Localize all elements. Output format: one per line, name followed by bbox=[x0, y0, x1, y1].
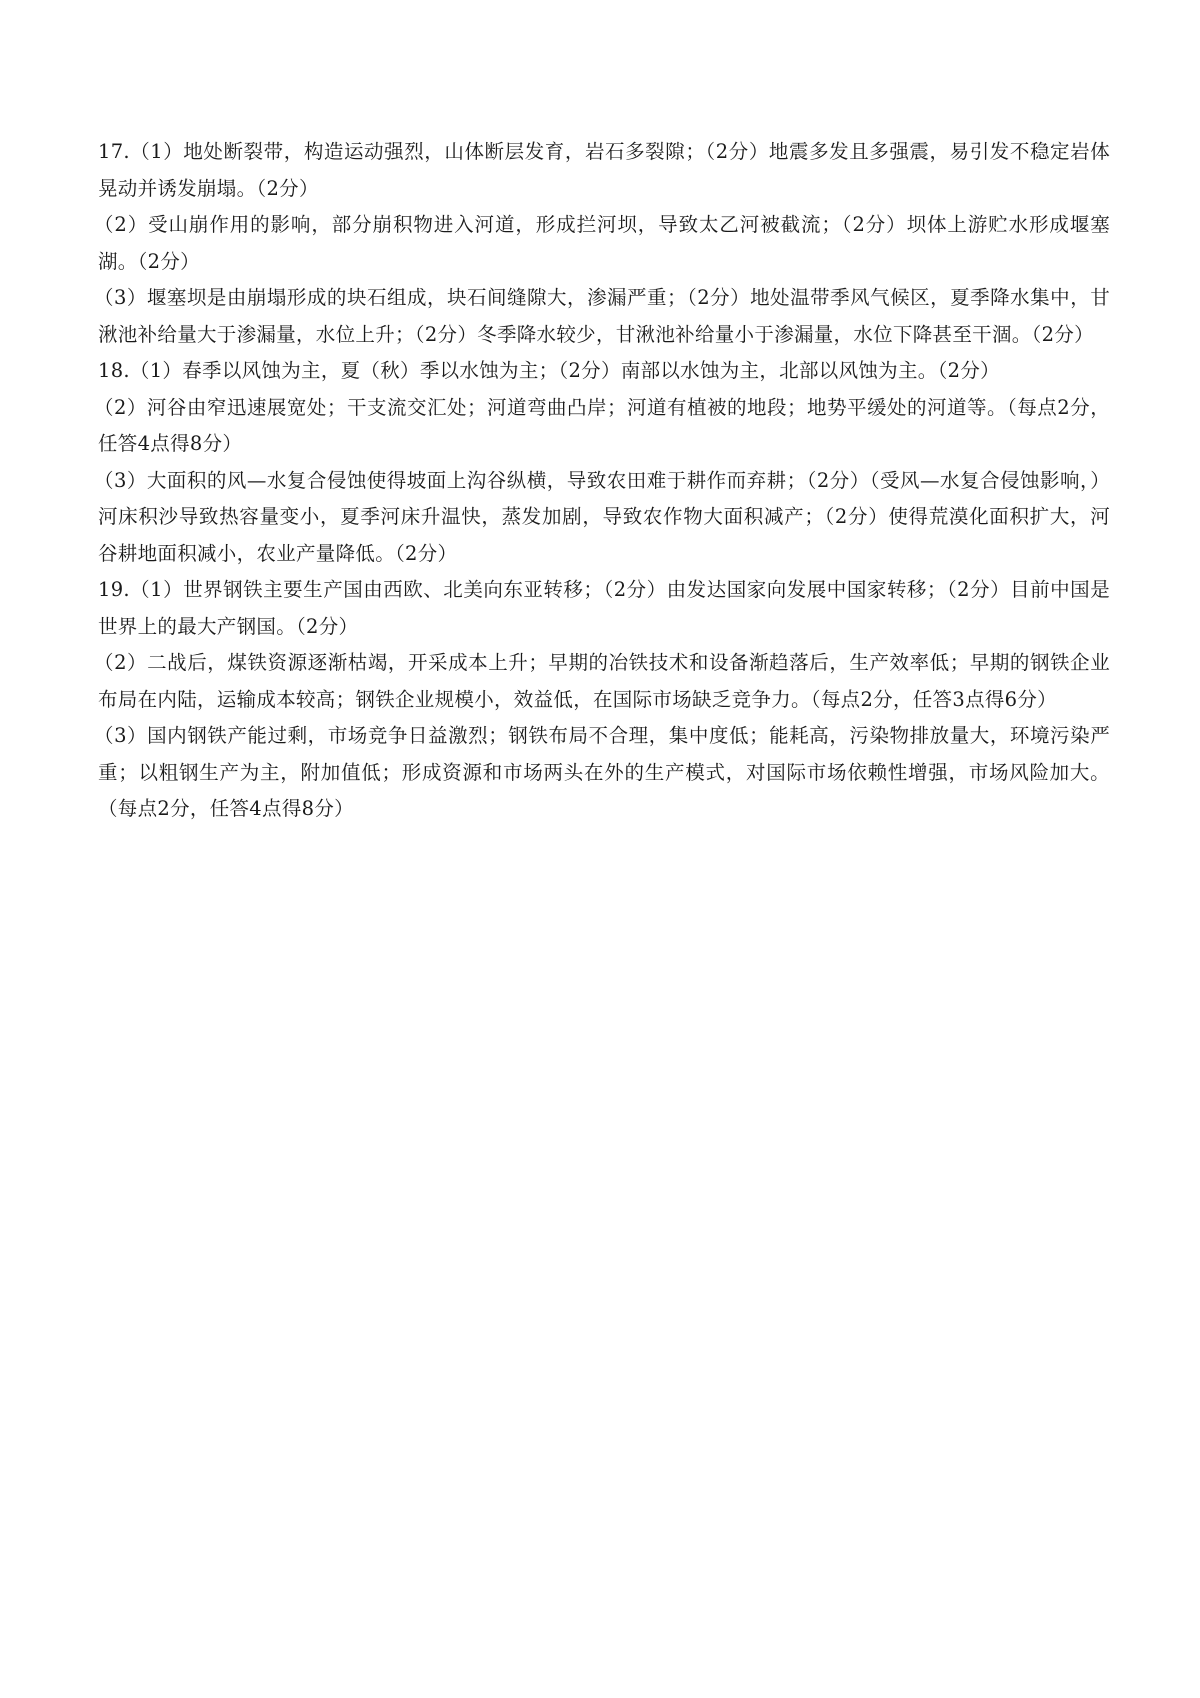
q19-part1: 19.（1）世界钢铁主要生产国由西欧、北美向东亚转移；（2分）由发达国家向发展中国家转移；（2分）目前中国是世界上的最大产钢国。（2分） bbox=[98, 578, 1110, 638]
q18-part3: （3）大面积的风—水复合侵蚀使得坡面上沟谷纵横，导致农田难于耕作而弃耕；（2分）（受风—水复合侵蚀影响，）河床积沙导致热容量变小，夏季河床升温快，蒸发加剧，导致农作物大面积减产；（2分）使得荒漠化面积扩大，河谷耕地面积减小，农业产量降低。（2分） bbox=[94, 468, 1110, 565]
q19-part2: （2）二战后，煤铁资源逐渐枯竭，开采成本上升；早期的冶铁技术和设备渐趋落后，生产效率低；早期的钢铁企业布局在内陆，运输成本较高；钢铁企业规模小，效益低，在国际市场缺乏竞争力。（每点2分，任答3点得6分） bbox=[94, 651, 1110, 711]
q17-part2: （2）受山崩作用的影响，部分崩积物进入河道，形成拦河坝，导致太乙河被截流；（2分）坝体上游贮水形成堰塞湖。（2分） bbox=[94, 213, 1110, 273]
q17-part3: （3）堰塞坝是由崩塌形成的块石组成，块石间缝隙大，渗漏严重；（2分）地处温带季风气候区，夏季降水集中，甘湫池补给量大于渗漏量，水位上升；（2分）冬季降水较少，甘湫池补给量小于渗漏量，水位下降甚至干涸。（2分） bbox=[94, 286, 1110, 346]
answer-key-body bbox=[94, 134, 1110, 828]
q18-part1: 18.（1）春季以风蚀为主，夏（秋）季以水蚀为主；（2分）南部以水蚀为主，北部以风蚀为主。（2分） bbox=[98, 359, 1000, 382]
q18-part2: （2）河谷由窄迅速展宽处；干支流交汇处；河道弯曲凸岸；河道有植被的地段；地势平缓处的河道等。（每点2分，任答4点得8分） bbox=[94, 395, 1110, 455]
q19-part3: （3）国内钢铁产能过剩，市场竞争日益激烈；钢铁布局不合理，集中度低；能耗高，污染物排放量大，环境污染严重；以粗钢生产为主，附加值低；形成资源和市场两头在外的生产模式，对国际市场依赖性增强，市场风险加大。（每点2分，任答4点得8分） bbox=[94, 724, 1110, 820]
q17-part1: 17.（1）地处断裂带，构造运动强烈，山体断层发育，岩石多裂隙；（2分）地震多发且多强震，易引发不稳定岩体晃动并诱发崩塌。（2分） bbox=[98, 140, 1110, 200]
